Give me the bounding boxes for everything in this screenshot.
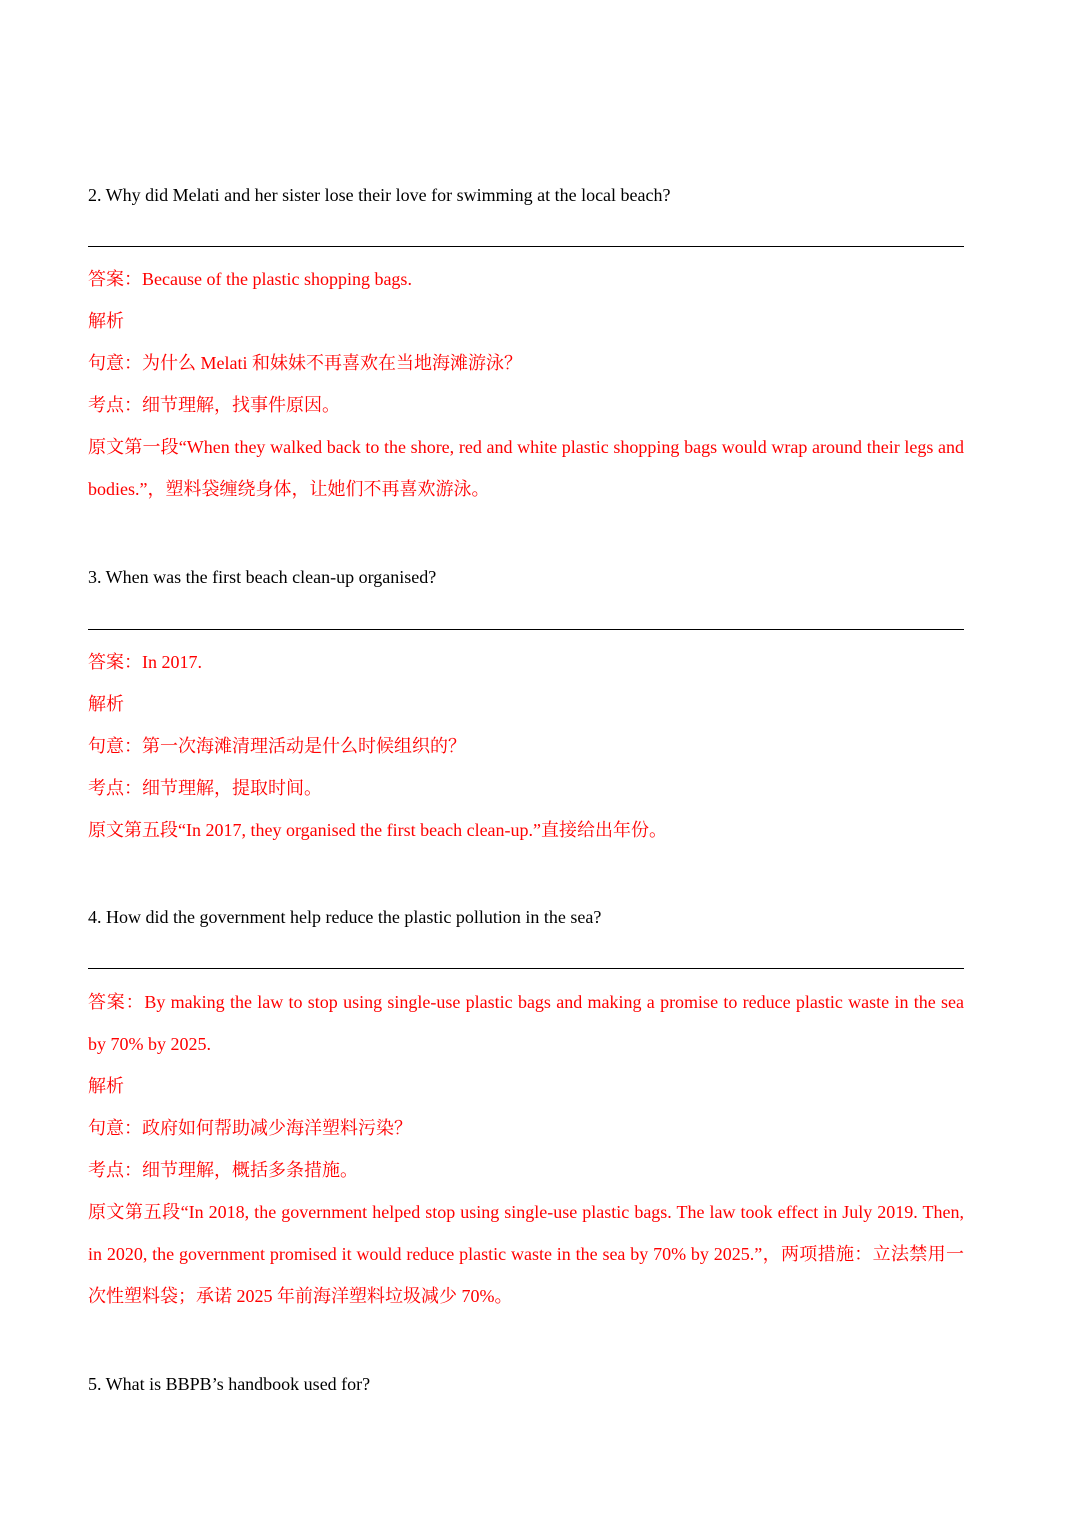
question-3: 3. When was the first beach clean-up organised? <box>88 567 437 587</box>
answer-line-3 <box>88 629 964 630</box>
answer-block-3 <box>88 641 964 851</box>
answer-block-2 <box>88 258 964 510</box>
analysis-label-4: 解析 <box>88 1076 124 1096</box>
analysis-label-3: 解析 <box>88 694 124 714</box>
answer-3: 答案：In 2017. <box>88 652 202 672</box>
answer-4: 答案：By making the law to stop using single-use plastic bags and making a promise to reduce plastic waste in the sea by 70% by 2025. <box>88 992 964 1054</box>
point-3: 考点：细节理解，提取时间。 <box>88 778 322 798</box>
source-2: 原文第一段“When they walked back to the shore, red and white plastic shopping bags would wrap around their legs and bodies.”，塑料袋缠绕身体，让她们不再喜欢游泳。 <box>88 437 964 499</box>
point-2: 考点：细节理解，找事件原因。 <box>88 395 340 415</box>
answer-line-2 <box>88 246 964 247</box>
meaning-2: 句意：为什么 Melati 和妹妹不再喜欢在当地海滩游泳？ <box>88 353 522 373</box>
answer-2: 答案：Because of the plastic shopping bags. <box>88 269 412 289</box>
answer-block-4 <box>88 981 964 1317</box>
answer-line-4 <box>88 968 964 969</box>
question-4: 4. How did the government help reduce the plastic pollution in the sea? <box>88 907 602 927</box>
question-2: 2. Why did Melati and her sister lose their love for swimming at the local beach? <box>88 185 671 205</box>
point-4: 考点：细节理解，概括多条措施。 <box>88 1160 358 1180</box>
analysis-label-2: 解析 <box>88 311 124 331</box>
source-4: 原文第五段“In 2018, the government helped stop using single-use plastic bags. The law took effect in July 2019. Then, in 2020, the government promised it would reduce plastic waste in the sea by 70% by 2025.”，两项措施：立法禁用一次性塑料袋；承诺 2025 年前海洋塑料垃圾减少 70%。 <box>88 1202 964 1306</box>
question-5: 5. What is BBPB’s handbook used for? <box>88 1374 371 1394</box>
meaning-3: 句意：第一次海滩清理活动是什么时候组织的？ <box>88 736 466 756</box>
source-3: 原文第五段“In 2017, they organised the first beach clean-up.”直接给出年份。 <box>88 820 668 840</box>
meaning-4: 句意：政府如何帮助减少海洋塑料污染？ <box>88 1118 412 1138</box>
